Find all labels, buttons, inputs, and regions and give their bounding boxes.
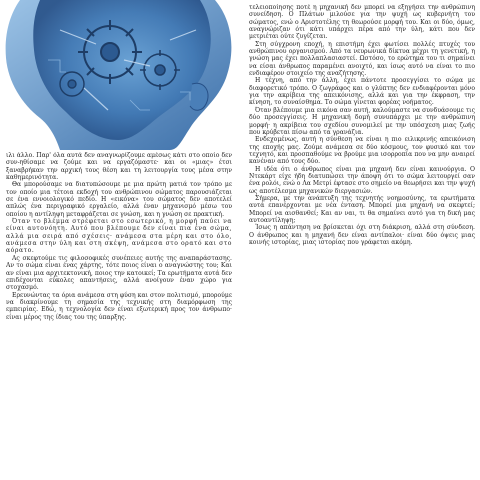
right-paragraph-5: Ενδεχομένως, αυτή η σύνθεση να είναι η πιο ειλικρινής απεικόνιση της εποχής μας. Ζούμε ανάμεσα σε δύο κόσμους, τον φυσικό και τον τεχνητό, και προσπαθούμε να βρούμε μια ισορροπία που να μην αναιρεί κανέναν από τους δύο. [249, 136, 475, 166]
mechanical-head-svg [0, 0, 240, 150]
right-paragraph-2: Στη σύγχρονη εποχή, η επιστήμη έχει φωτίσει πολλές πτυχές του ανθρώπινου οργανισμού. Από τα νευρωνικά δίκτυα μέχρι τη γενετική, η γνώση μας έχει πολλαπλασιαστεί. Ωστόσο, το ερώτημα του τι σημαίνει να είσαι άνθρωπος παραμένει ανοιχτό, και ίσως αυτό να είναι το πιο ενδιαφέρον στοιχείο της αναζήτησης. [249, 40, 475, 78]
right-paragraph-3: Η τέχνη, από την άλλη, έχει πάντοτε προσεγγίσει το σώμα με διαφορετικό τρόπο. Ο ζωγράφος και ο γλύπτης δεν ενδιαφέρονται μόνο για την ακρίβεια της απεικόνισης, αλλά και για την έκφραση, την κίνηση, το συναίσθημα. Το σώμα γίνεται φορέας νοήματος. [249, 77, 475, 107]
right-paragraph-4: Όταν βλέπουμε μια εικόνα σαν αυτή, καλούμαστε να συνδυάσουμε τις δύο προσεγγίσεις. Η μηχανική δομή συνυπάρχει με την ανθρώπινη μορφή· η ακρίβεια του σχεδίου συνομιλεί με την υπόσχεση μιας ζωής που κρύβεται πίσω από τα γρανάζια. [249, 106, 475, 136]
right-paragraph-1: τελειοποίησης ποτέ η μηχανική δεν μπορεί να εξηγήσει την ανθρώπινη συνείδηση. Ο Πλάτων μιλούσε για την ψυχή ως κυβερνήτη του σώματος, ενώ ο Αριστοτέλης τη θεωρούσε μορφή του. Και οι δύο, όμως, αναγνώριζαν ότι κάτι υπάρχει πέρα από την ύλη, κάτι που δεν μετριέται ούτε ζυγίζεται. [249, 4, 475, 41]
right-paragraph-6: Η ιδέα ότι ο άνθρωπος είναι μια μηχανή δεν είναι καινούργια. Ο Ντεκάρτ είχε ήδη διατυπώσει την άποψη ότι το σώμα λειτουργεί σαν ένα ρολόι, ενώ ο Λα Μετρί έφτασε στο σημείο να θεωρήσει και την ψυχή ως αποτέλεσμα μηχανικών διεργασιών. [249, 165, 475, 195]
right-paragraph-7: Σήμερα, με την ανάπτυξη της τεχνητής νοημοσύνης, τα ερωτήματα αυτά επανέρχονται με νέα ένταση. Μπορεί μια μηχανή να σκεφτεί; Μπορεί να αισθανθεί; Και αν ναι, τι θα σημαίνει αυτό για τη δική μας αυτοαντίληψη; [249, 194, 475, 224]
right-paragraph-8: Ίσως η απάντηση να βρίσκεται όχι στη διάκριση, αλλά στη σύνδεση. Ο άνθρωπος και η μηχανή δεν είναι αντίπαλοι· είναι δύο όψεις μιας κοινής ιστορίας, μιας ιστορίας που γράφεται ακόμη. [249, 224, 475, 246]
left-paragraph-3: Όταν το βλέμμα στρέφεται στο εσωτερικό, η μορφή παύει να είναι αυτονόητη. Αυτό που βλέπουμε δεν είναι πια ένα σώμα, αλλά μια σειρά από σχέσεις· ανάμεσα στα μέρη και στο όλο, ανάμεσα στην ύλη και στη σκέψη, ανάμεσα στο ορατό και στο αόρατο. [6, 218, 232, 255]
left-paragraph-4: Ας σκεφτούμε τις φιλοσοφικές συνέπειες αυτής της αναπαράστασης. Αν το σώμα είναι ένας χάρτης, τότε ποιος είναι ο αναγνώστης του; Και αν είναι μια αρχιτεκτονική, ποιος την κατοικεί; Τα ερωτήματα αυτά δεν επιδέχονται εύκολες απαντήσεις, αλλά ανοίγουν έναν χώρο για στοχασμό. [6, 254, 232, 292]
left-paragraph-1: ιλι άλλο. Παρ' όλα αυτά δεν αναγνωρίζουμε αμέσως κάτι στο οποίο δεν συν-ηθίσαμε να ζούμε και να εργαζόμαστε· και οι «μιας» έτσι ξαναβρήκαν την αρχική τους θέση και τη λειτουργία τους μέσα στην καθημερινότητα. [6, 152, 232, 182]
left-paragraph-2: Θα μπορούσαμε να διατυπώσουμε με μια πρώτη ματιά τον τρόπο με τον οποίο μια τέτοια εκδοχή του ανθρώπινου σώματος παρουσιάζεται σε ένα εννοιολογικό πεδίο. Η «εικόνα» του σώματος δεν αποτελεί απλώς ένα περιγραφικό εργαλείο, αλλά έναν μηχανισμό μέσω του οποίου η αντίληψη μεταφράζεται σε γνώση, και η γνώση σε πρακτική. [6, 181, 232, 218]
left-text-column [6, 152, 232, 480]
left-paragraph-5: Ερευνώντας τα όρια ανάμεσα στη φύση και στον πολιτισμό, μπορούμε να διακρίνουμε τη σημασία της τεχνικής στη διαμόρφωση της εμπειρίας. Εδώ, η τεχνολογία δεν είναι εξωτερική προς τον άνθρωπο· είναι μέρος της ίδιας του της ύπαρξης. [6, 291, 232, 321]
gear-large-icon [78, 20, 142, 84]
right-text-column [249, 4, 475, 480]
mechanical-head-illustration [0, 0, 240, 150]
